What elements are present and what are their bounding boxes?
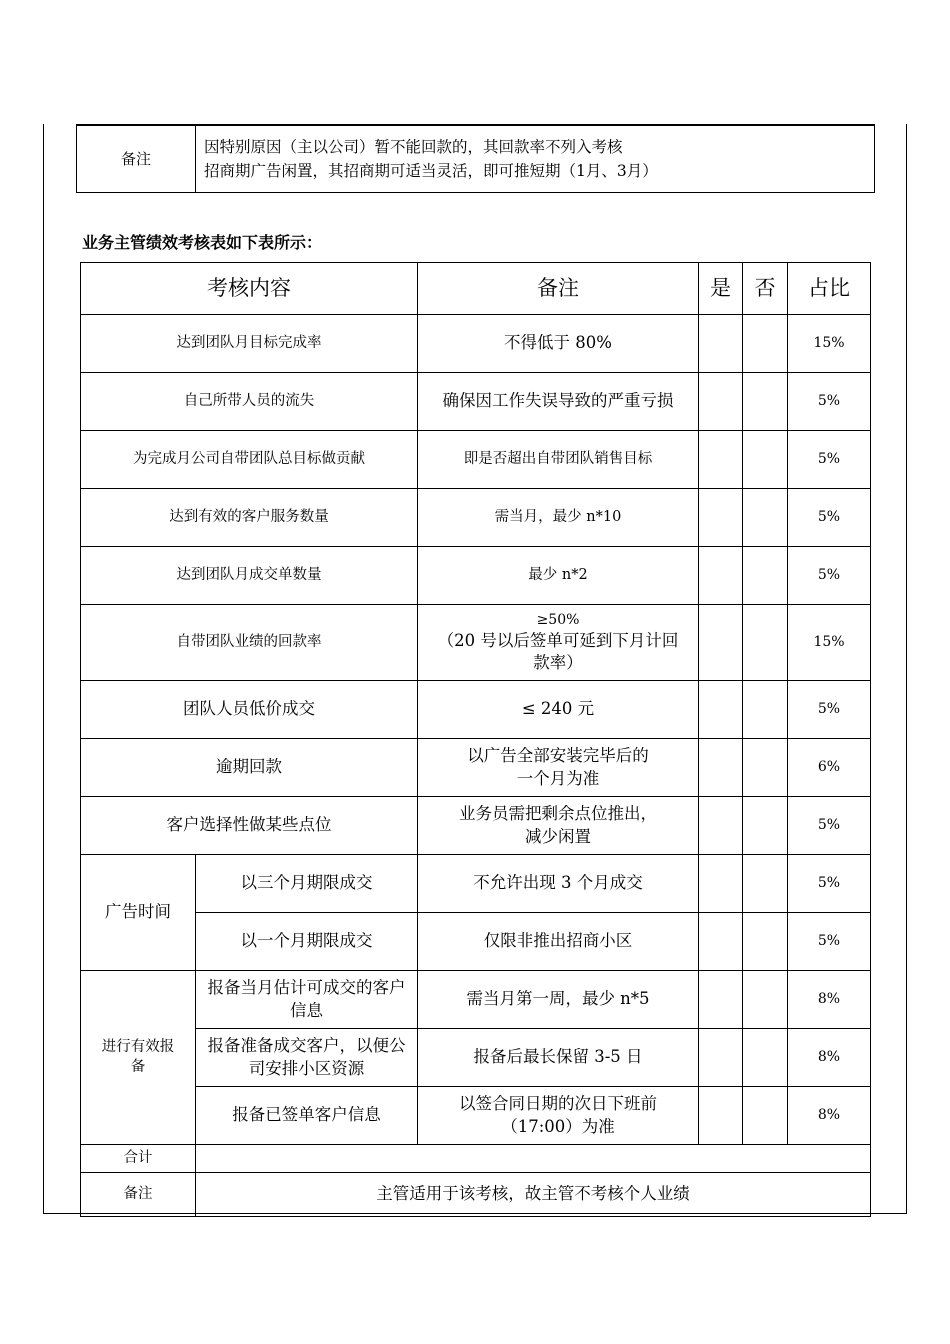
row-content: 团队人员低价成交 bbox=[81, 681, 418, 739]
row-note: 业务员需把剩余点位推出，减少闲置 bbox=[418, 797, 699, 855]
row-yes-cell[interactable] bbox=[699, 855, 743, 913]
top-note-line2: 招商期广告闲置，其招商期可适当灵活，即可推短期（1月、3月） bbox=[204, 161, 658, 180]
row-note: 最少 n*2 bbox=[418, 547, 699, 605]
table-row bbox=[81, 547, 871, 605]
row-yes-cell[interactable] bbox=[699, 681, 743, 739]
header-ratio: 占比 bbox=[788, 263, 871, 315]
row-content: 达到团队月成交单数量 bbox=[81, 547, 418, 605]
table-row bbox=[81, 739, 871, 797]
row-note: 报备后最长保留 3-5 日 bbox=[418, 1029, 699, 1087]
row-ratio: 5% bbox=[788, 547, 871, 605]
table-row bbox=[81, 431, 871, 489]
table-row bbox=[81, 971, 871, 1029]
row-note: 不得低于 80% bbox=[418, 315, 699, 373]
row-no-cell[interactable] bbox=[743, 373, 788, 431]
table-row bbox=[81, 315, 871, 373]
row-note bbox=[418, 605, 699, 681]
row-note: ≤ 240 元 bbox=[418, 681, 699, 739]
row-note: 需当月，最少 n*10 bbox=[418, 489, 699, 547]
row-yes-cell[interactable] bbox=[699, 605, 743, 681]
table-row bbox=[81, 605, 871, 681]
group-label-report: 进行有效报备 bbox=[81, 971, 196, 1145]
row-yes-cell[interactable] bbox=[699, 913, 743, 971]
row-ratio: 5% bbox=[788, 373, 871, 431]
row-ratio: 8% bbox=[788, 1087, 871, 1145]
table-row bbox=[81, 1029, 871, 1087]
bottom-note-text: 主管适用于该考核，故主管不考核个人业绩 bbox=[196, 1173, 871, 1217]
row-no-cell[interactable] bbox=[743, 913, 788, 971]
row-note: 确保因工作失误导致的严重亏损 bbox=[418, 373, 699, 431]
row-ratio: 15% bbox=[788, 605, 871, 681]
row-ratio: 6% bbox=[788, 739, 871, 797]
table-row bbox=[81, 681, 871, 739]
row-note: 即是否超出自带团队销售目标 bbox=[418, 431, 699, 489]
table-row bbox=[81, 797, 871, 855]
top-note-line1: 因特别原因（主以公司）暂不能回款的，其回款率不列入考核 bbox=[204, 137, 623, 156]
row-yes-cell[interactable] bbox=[699, 1029, 743, 1087]
header-row bbox=[81, 263, 871, 315]
row-ratio: 5% bbox=[788, 431, 871, 489]
row-content: 以三个月期限成交 bbox=[196, 855, 418, 913]
row-content: 自带团队业绩的回款率 bbox=[81, 605, 418, 681]
table-row bbox=[81, 913, 871, 971]
row-note-a: ≥50% bbox=[536, 611, 580, 628]
row-ratio: 5% bbox=[788, 797, 871, 855]
row-no-cell[interactable] bbox=[743, 1087, 788, 1145]
row-note-b: （20 号以后签单可延到下月计回款率） bbox=[437, 630, 679, 672]
row-note: 不允许出现 3 个月成交 bbox=[418, 855, 699, 913]
table-row bbox=[81, 1087, 871, 1145]
row-ratio: 5% bbox=[788, 913, 871, 971]
header-no: 否 bbox=[743, 263, 788, 315]
row-yes-cell[interactable] bbox=[699, 547, 743, 605]
row-note: 仅限非推出招商小区 bbox=[418, 913, 699, 971]
row-no-cell[interactable] bbox=[743, 971, 788, 1029]
row-yes-cell[interactable] bbox=[699, 315, 743, 373]
row-no-cell[interactable] bbox=[743, 489, 788, 547]
table-row bbox=[81, 855, 871, 913]
row-content: 报备已签单客户信息 bbox=[196, 1087, 418, 1145]
row-ratio: 5% bbox=[788, 681, 871, 739]
row-yes-cell[interactable] bbox=[699, 971, 743, 1029]
row-content: 客户选择性做某些点位 bbox=[81, 797, 418, 855]
row-content: 达到有效的客户服务数量 bbox=[81, 489, 418, 547]
row-no-cell[interactable] bbox=[743, 797, 788, 855]
top-note-table bbox=[76, 124, 875, 193]
table-row bbox=[81, 373, 871, 431]
row-ratio: 8% bbox=[788, 1029, 871, 1087]
total-value-cell[interactable] bbox=[196, 1145, 871, 1173]
row-no-cell[interactable] bbox=[743, 315, 788, 373]
row-no-cell[interactable] bbox=[743, 605, 788, 681]
row-content: 以一个月期限成交 bbox=[196, 913, 418, 971]
evaluation-table bbox=[80, 262, 871, 1217]
row-ratio: 15% bbox=[788, 315, 871, 373]
header-yes: 是 bbox=[699, 263, 743, 315]
row-yes-cell[interactable] bbox=[699, 1087, 743, 1145]
row-ratio: 8% bbox=[788, 971, 871, 1029]
bottom-note-label: 备注 bbox=[81, 1173, 196, 1217]
group-label-ad-time: 广告时间 bbox=[81, 855, 196, 971]
table-row bbox=[81, 489, 871, 547]
row-content: 报备准备成交客户，以便公司安排小区资源 bbox=[196, 1029, 418, 1087]
row-content: 为完成月公司自带团队总目标做贡献 bbox=[81, 431, 418, 489]
row-yes-cell[interactable] bbox=[699, 797, 743, 855]
top-note-label: 备注 bbox=[77, 125, 196, 192]
row-no-cell[interactable] bbox=[743, 739, 788, 797]
row-note: 以广告全部安装完毕后的一个月为准 bbox=[418, 739, 699, 797]
row-content: 逾期回款 bbox=[81, 739, 418, 797]
row-ratio: 5% bbox=[788, 489, 871, 547]
section-title: 业务主管绩效考核表如下表所示： bbox=[82, 233, 323, 252]
row-content: 达到团队月目标完成率 bbox=[81, 315, 418, 373]
row-content: 自己所带人员的流失 bbox=[81, 373, 418, 431]
row-note: 以签合同日期的次日下班前（17:00）为准 bbox=[418, 1087, 699, 1145]
row-note: 需当月第一周，最少 n*5 bbox=[418, 971, 699, 1029]
header-content: 考核内容 bbox=[81, 263, 418, 315]
row-no-cell[interactable] bbox=[743, 855, 788, 913]
header-note: 备注 bbox=[418, 263, 699, 315]
row-yes-cell[interactable] bbox=[699, 739, 743, 797]
total-row bbox=[81, 1145, 871, 1173]
row-yes-cell[interactable] bbox=[699, 373, 743, 431]
row-yes-cell[interactable] bbox=[699, 431, 743, 489]
row-no-cell[interactable] bbox=[743, 681, 788, 739]
bottom-note-row bbox=[81, 1173, 871, 1217]
row-no-cell[interactable] bbox=[743, 431, 788, 489]
total-label: 合计 bbox=[81, 1145, 196, 1173]
row-content: 报备当月估计可成交的客户信息 bbox=[196, 971, 418, 1029]
row-ratio: 5% bbox=[788, 855, 871, 913]
row-yes-cell[interactable] bbox=[699, 489, 743, 547]
row-no-cell[interactable] bbox=[743, 1029, 788, 1087]
row-no-cell[interactable] bbox=[743, 547, 788, 605]
top-note-text bbox=[196, 125, 875, 192]
